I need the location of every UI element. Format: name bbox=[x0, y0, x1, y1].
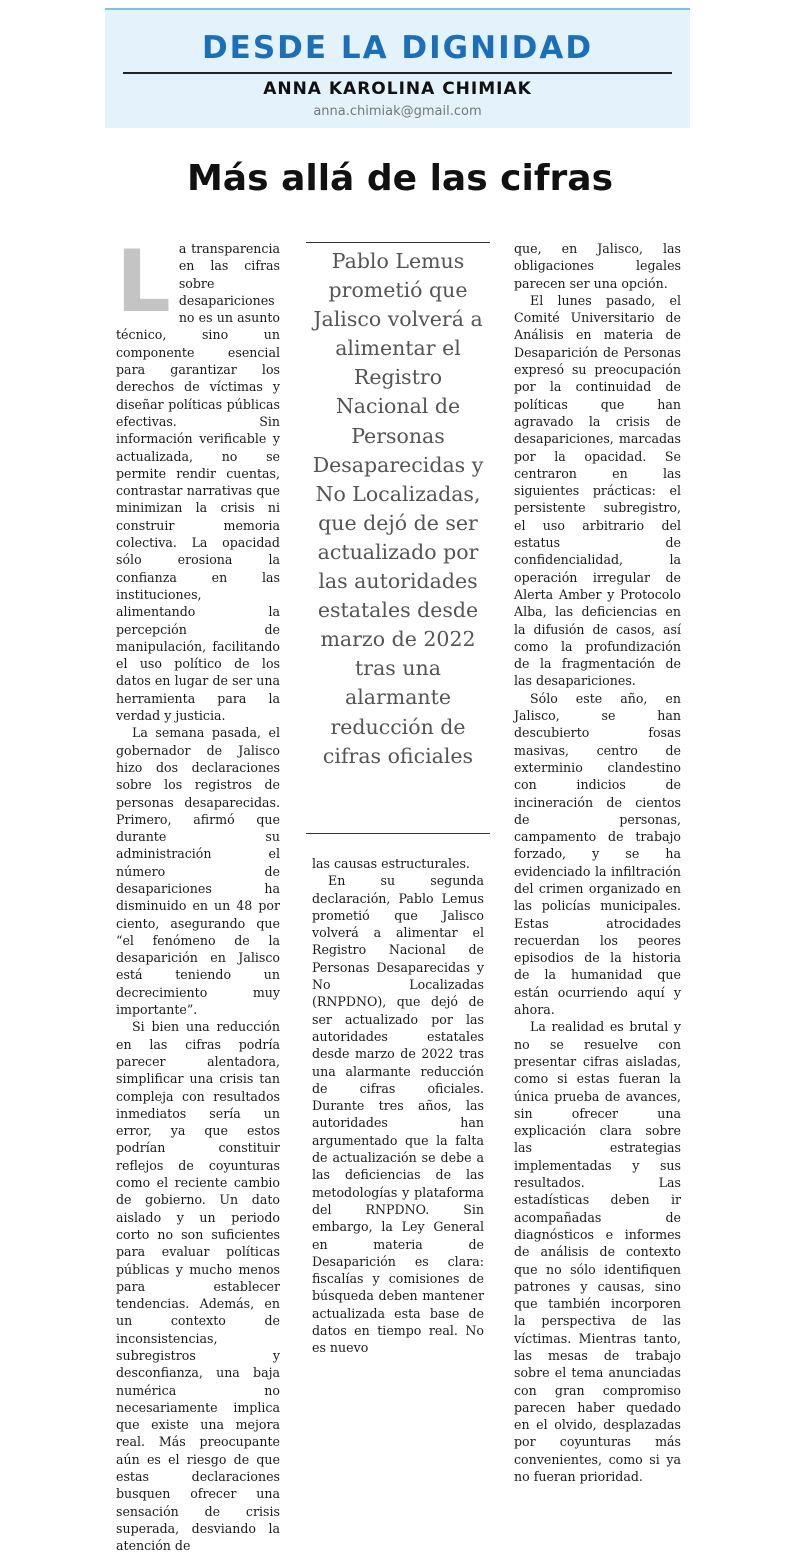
paragraph-3: Si bien una reducción en las cifras podría parecer alentadora, simplificar una crisis tan compleja con resultados inmediatos sería un error, ya que estos podrían constituir reflejos de coyunturas como el reciente cambio de gobierno. Un dato aislado y un periodo corto no son suficientes para evaluar políticas públicas y mucho menos para establecer tendencias. Además, en un contexto de inconsistencias, subregistros y desconfianza, una baja numérica no necesariamente implica que existe una mejora real. Más preocupante aún es el riesgo de que estas declaraciones busquen ofrecer una sensación de crisis superada, desviando la atención de bbox=[116, 1019, 280, 1554]
author-name: ANNA KAROLINA CHIMIAK bbox=[263, 79, 532, 99]
paragraph-3-continued: las causas estructurales. bbox=[312, 856, 470, 871]
section-title: DESDE LA DIGNIDAD bbox=[201, 30, 594, 66]
paragraph-7: La realidad es brutal y no se resuelve con presentar cifras aisladas, como si estas fueran la única prueba de avances, sin ofrecer una explicación clara sobre las estrategias implementadas y sus resultados. Las estadísticas deben ir acompañadas de diagnósticos e informes de análisis de contexto que no sólo identifiquen patrones y causas, sino que también incorporen la perspectiva de las víctimas. Mientras tanto, las mesas de trabajo sobre el tema anunciadas con gran compromiso parecen haber quedado en el olvido, desplazadas por coyunturas más convenientes, como si ya no fueran prioridad. bbox=[514, 1019, 681, 1485]
paragraph-4-continued: que, en Jalisco, las obligaciones legales parecen ser una opción. bbox=[514, 241, 681, 291]
drop-cap: L bbox=[116, 232, 171, 332]
headline: Más allá de las cifras bbox=[186, 158, 613, 199]
article-column-2 bbox=[312, 855, 484, 1356]
paragraph-6: Sólo este año, en Jalisco, se han descubierto fosas masivas, centro de exterminio clandestino con indicios de incineración de cientos de personas, campamento de trabajo forzado, y se ha evidenciado la infiltración del crimen organizado en las policías municipales. Estas atrocidades recuerdan los peores episodios de la historia de la humanidad que están ocurriendo aquí y ahora. bbox=[514, 690, 681, 1018]
paragraph-5: El lunes pasado, el Comité Universitario de Análisis en materia de Desaparición de Personas expresó su preocupación por la continuidad de políticas que han agravado la crisis de desapariciones, marcadas por la opacidad. Se centraron en las siguientes prácticas: el persistente subregistro, el uso arbitrario del estatus de confidencialidad, la operación irregular de Alerta Amber y Protocolo Alba, las deficiencias en la difusión de casos, así como la profundización de la fragmentación de las desapariciones. bbox=[514, 292, 681, 689]
article-column-1 bbox=[116, 232, 280, 1554]
column-header bbox=[105, 8, 690, 128]
paragraph-2: La semana pasada, el gobernador de Jalisco hizo dos declaraciones sobre los registros de personas desaparecidas. Primero, afirmó que durante su administración el número de desapariciones ha disminuido en un 48 por ciento, asegurando que “el fenómeno de la desaparición en Jalisco está teniendo un decrecimiento muy importante”. bbox=[116, 725, 280, 1018]
paragraph-4: En su segunda declaración, Pablo Lemus prometió que Jalisco volverá a alimentar el Registro Nacional de Personas Desaparecidas y No Localizadas (RNPDNO), que dejó de ser actualizado por las autoridades estatales desde marzo de 2022 tras una alarmante reducción de cifras oficiales. Durante tres años, las autoridades han argumentado que la falta de actualización se debe a las deficiencias de las metodologías y plataforma del RNPDNO. Sin embargo, la Ley General en materia de Desaparición es clara: fiscalías y comisiones de búsqueda deben mantener actualizada esta base de datos en tiempo real. No es nuevo bbox=[312, 873, 484, 1356]
author-email: anna.chimiak@gmail.com bbox=[313, 104, 482, 119]
pull-quote: Pablo Lemus prometió que Jalisco volverá a alimentar el Registro Nacional de Personas Desaparecidas y No Localizadas, que dejó de ser actualizado por las autoridades estatales desde marzo de 2022 tras una alarmante reducción de cifras oficiales bbox=[306, 242, 490, 834]
header-top-border bbox=[105, 8, 690, 10]
header-divider bbox=[123, 72, 672, 74]
paragraph-1: La transparencia en las cifras sobre desapariciones no es un asunto técnico, sino un componente esencial para garantizar los derechos de víctimas y diseñar políticas públicas efectivas. Sin información verificable y actualizada, no se permite rendir cuentas, contrastar narrativas que minimizan la crisis ni construir memoria colectiva. La opacidad sólo erosiona la confianza en las instituciones, alimentando la percepción de manipulación, facilitando el uso político de los datos en lugar de ser una herramienta para la verdad y justicia. bbox=[116, 232, 280, 724]
article-column-3 bbox=[514, 240, 681, 1485]
